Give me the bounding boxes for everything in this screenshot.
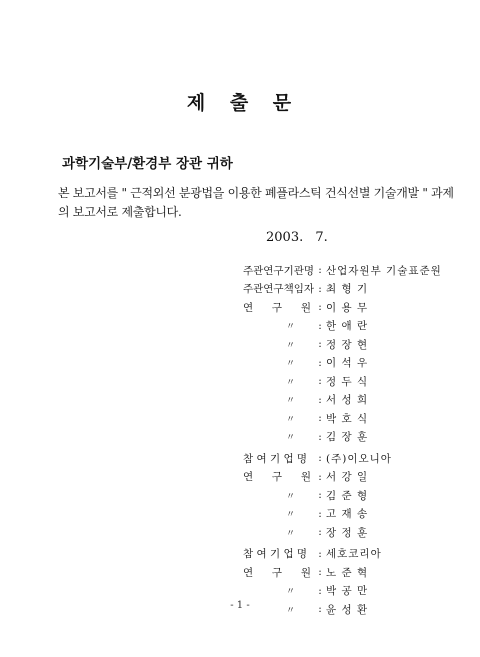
statement-line-1: 본 보고서를 " 근적외선 분광법을 이용한 폐플라스틱 건식선별 기술개발 " 과제: [58, 186, 454, 200]
roster-value: 김 장 훈: [326, 431, 369, 444]
roster-row: [243, 354, 442, 373]
roster-colon: :: [318, 470, 322, 483]
roster-colon: :: [318, 566, 322, 579]
roster-value: 박 호 식: [326, 412, 369, 425]
roster-label: 연 구 원: [243, 301, 311, 314]
roster-colon: :: [318, 319, 322, 332]
roster-row: [243, 486, 442, 505]
roster-label: 연 구 원: [243, 566, 311, 579]
roster-row: [243, 261, 442, 280]
roster-row: [243, 563, 442, 582]
ditto-mark: 〃: [285, 359, 295, 370]
roster-row: [243, 409, 442, 428]
roster-colon: :: [318, 547, 322, 560]
roster-value: 고 재 송: [326, 508, 369, 521]
page-number: - 1 -: [230, 600, 250, 611]
roster-value: 박 공 만: [326, 585, 369, 598]
roster-row: [243, 317, 442, 336]
roster-value: 세호코리아: [326, 548, 382, 561]
submission-statement: [58, 184, 454, 222]
ditto-mark: 〃: [285, 396, 295, 407]
submission-date: 2003. 7.: [266, 230, 328, 245]
ditto-mark: 〃: [285, 605, 295, 616]
roster-row: [243, 280, 442, 299]
roster-value: (주)이오니아: [326, 452, 392, 465]
roster-colon: :: [318, 603, 322, 616]
roster-row: [243, 523, 442, 542]
roster-colon: :: [318, 282, 322, 295]
researcher-roster: [243, 261, 442, 619]
roster-value: 장 정 훈: [326, 526, 369, 539]
roster-value: 이 용 무: [326, 301, 369, 314]
roster-colon: :: [318, 526, 322, 539]
roster-value: 서 강 일: [326, 471, 369, 484]
roster-row: [243, 468, 442, 487]
roster-label: 주관연구책임자: [243, 283, 315, 296]
ditto-mark: 〃: [285, 491, 295, 502]
roster-colon: :: [318, 452, 322, 465]
roster-value: 산업자원부 기술표준원: [326, 264, 442, 277]
roster-value: 한 애 란: [326, 320, 369, 333]
roster-colon: :: [318, 393, 322, 406]
roster-colon: :: [318, 338, 322, 351]
recipient-line: 과학기술부/환경부 장관 귀하: [62, 156, 233, 172]
ditto-mark: 〃: [285, 433, 295, 444]
roster-colon: :: [318, 430, 322, 443]
roster-value: 윤 성 환: [326, 603, 369, 616]
roster-row: [243, 449, 442, 468]
ditto-mark: 〃: [285, 587, 295, 598]
ditto-mark: 〃: [285, 510, 295, 521]
page-title: 제 출 문: [186, 92, 294, 114]
roster-colon: :: [318, 356, 322, 369]
statement-line-2: 의 보고서로 제출합니다.: [58, 205, 182, 219]
roster-value: 정 장 현: [326, 338, 369, 351]
roster-colon: :: [318, 507, 322, 520]
ditto-mark: 〃: [285, 377, 295, 388]
roster-colon: :: [318, 584, 322, 597]
ditto-mark: 〃: [285, 340, 295, 351]
roster-colon: :: [318, 412, 322, 425]
roster-value: 노 준 혁: [326, 566, 369, 579]
ditto-mark: 〃: [285, 414, 295, 425]
roster-value: 김 준 형: [326, 489, 369, 502]
roster-colon: :: [318, 301, 322, 314]
roster-value: 이 석 우: [326, 357, 369, 370]
roster-row: [243, 391, 442, 410]
roster-value: 서 성 희: [326, 394, 369, 407]
roster-row: [243, 505, 442, 524]
roster-value: 최 형 기: [326, 283, 369, 296]
roster-row: [243, 335, 442, 354]
roster-value: 정 두 식: [326, 375, 369, 388]
roster-label: 참 여 기 업 명: [243, 548, 308, 561]
roster-row: [243, 582, 442, 601]
roster-row: [243, 428, 442, 447]
roster-colon: :: [318, 489, 322, 502]
roster-label: 참 여 기 업 명: [243, 452, 308, 465]
ditto-mark: 〃: [285, 322, 295, 333]
ditto-mark: 〃: [285, 528, 295, 539]
roster-row: [243, 545, 442, 564]
roster-row: [243, 372, 442, 391]
roster-colon: :: [318, 375, 322, 388]
roster-label: 연 구 원: [243, 471, 311, 484]
roster-colon: :: [318, 264, 322, 277]
roster-label: 주관연구기관명: [243, 264, 315, 277]
roster-row: [243, 298, 442, 317]
